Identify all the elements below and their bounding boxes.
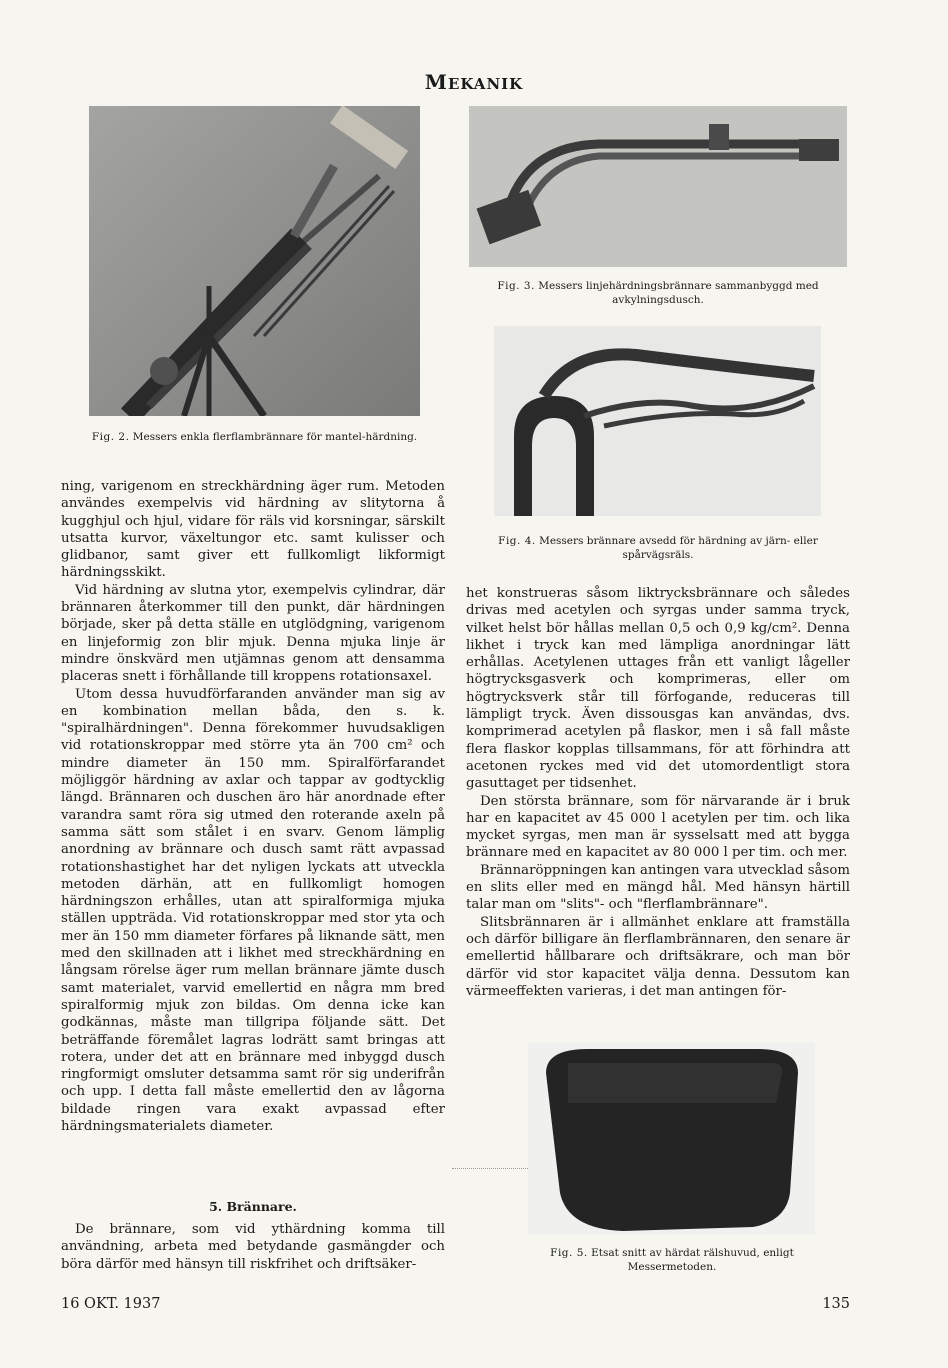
header-rest: EKANIK: [447, 75, 524, 93]
right-paragraph-2: Den största brännare, som för närvarande är i bruk har en kapacitet av 45 000 l acetylen per tim. och lika mycket syrgas, men man är sysselsatt med att bygga brännare med en kapacitet av 80 000 l per tim. och mer.: [466, 793, 850, 861]
header-initial: M: [424, 70, 448, 94]
figure-3-text: Messers linjehärdningsbrännare sammanbyggd med avkylningsdusch.: [538, 280, 819, 306]
figure-3-label: Fig. 3.: [497, 280, 535, 292]
right-paragraph-1: het konstrueras såsom liktrycksbrännare och således drivas med acetylen och syrgas under samma tryck, vilket helst bör hållas mellan 0,5 och 0,9 kg/cm². Denna likhet i tryck kan med lämpliga anordningar lätt erhållas. Acetylenen uttages från ett vanligt lågeller högtrycksgasverk och komprimeras, eller om högtrycksverk står till förfogande, reduceras till lämpligt tryck. Även dissousgas kan användas, dvs. komprimerad acetylen på flaskor, men i så fall måste flera flaskor kopplas tillsammans, för att förhindra att acetonen ryckes med vid det utomordentligt stora gasuttaget per tidsenhet.: [466, 586, 850, 792]
figure-2-text: Messers enkla flerflambrännare för mantel-härdning.: [132, 431, 418, 443]
figure-3-photo: [469, 106, 847, 267]
left-column-bottom: [61, 1221, 445, 1273]
figure-4-label: Fig. 4.: [498, 535, 536, 547]
section-heading-text: 5. Brännare.: [209, 1199, 297, 1214]
right-paragraph-4: Slitsbrännaren är i allmänhet enklare att framställa och därför billigare än flerflambrännaren, den senare är emellertid hållbarare och driftsäkrare, och man bör därför vid stor kapacitet välja denna. Dessutom kan värmeeffekten varieras, i det man antingen för-: [466, 914, 850, 999]
figure-5-photo: [528, 1043, 815, 1235]
rail-burner-illustration: [494, 326, 821, 516]
figure-4-text: Messers brännare avsedd för härdning av järn- eller spårvägsräls.: [539, 535, 818, 561]
figure-3-caption: [462, 279, 854, 307]
line-burner-illustration: [469, 106, 847, 267]
rail-head-section-illustration: [528, 1043, 815, 1235]
left-paragraph-4: De brännare, som vid ythärdning komma till användning, arbeta med betydande gasmängder och böra därför med hänsyn till riskfrihet och driftsäker-: [61, 1222, 445, 1272]
figure-5-label: Fig. 5.: [550, 1247, 588, 1259]
figure-2-caption: [89, 430, 420, 444]
left-paragraph-2: Vid härdning av slutna ytor, exempelvis cylindrar, där brännaren återkommer till den punkt, där härdningen började, sker på detta ställe en utglödgning, varigenom en linjeformig zon blir mjuk. Denna mjuka linje är mindre önskvärd men utjämnas genom att densamma placeras snett i förhållande till kroppens rotationsaxel.: [61, 582, 445, 685]
left-paragraph-1: ning, varigenom en streckhärdning äger rum. Metoden användes exempelvis vid härdning av slitytorna å kugghjul och hjul, vidare för räls vid korsningar, särskilt utsatta kurvor, växeltungor etc. samt kulisser och glidbanor, samt giver ett fullkomligt likformigt härdningsskikt.: [61, 479, 445, 581]
figure-2-label: Fig. 2.: [91, 431, 130, 443]
footer-page-number: 135: [822, 1296, 850, 1312]
figure-2-photo: [89, 106, 420, 416]
figure-5-caption: [518, 1246, 826, 1274]
footer-date: 16 OKT. 1937: [61, 1296, 161, 1312]
right-paragraph-3: Brännaröppningen kan antingen vara utvecklad såsom en slits eller med en mängd hål. Med hänsyn härtill talar man om "slits"- och "flerflambrännare".: [466, 862, 850, 913]
left-column: [61, 478, 445, 1135]
burner-stand-illustration: [89, 106, 420, 416]
page-header: [0, 70, 948, 94]
left-paragraph-3: Utom dessa huvudförfaranden använder man sig av en kombination mellan båda, den s. k. "spiralhärdningen". Denna förekommer huvudsakligen vid rotationskroppar med större yta än 700 cm² och mindre diameter än 150 mm. Spiralförfarandet möjliggör härdning av axlar och tappar av godtycklig längd. Brännaren och duschen äro här anordnade efter varandra samt röra sig utmed den roterande axeln på samma sätt som stålet i en svarv. Genom lämplig anordning av brännare och dusch samt rätt avpassad rotationshastighet har det nyligen lyckats att utveckla metoden därhän, att en fullkomligt homogen härdningszon erhålles, utan att spiralformiga mjuka ställen uppträda. Vid rotationskroppar med stor yta och mer än 150 mm diameter förfares på liknande sätt, men med den skillnaden att i likhet med streckhärdning en långsam rörelse äger rum mellan brännare jämte dusch samt materialet, varvid emellertid en några mm bred spiralformig mjuk zon bildas. Om denna icke kan godkännas, måste man tillgripa följande sätt. Det beträffande föremålet lagras lodrätt samt bringas att rotera, under det att en brännare med inbyggd dusch ringformigt omsluter detsamma samt rör sig underifrån och upp. I detta fall måste emellertid den av lågorna bildade ringen vara exakt avpassad efter härdningsmaterialets diameter.: [61, 686, 445, 1134]
figure-4-photo: [494, 326, 821, 516]
figure-5-text: Etsat snitt av härdat rälshuvud, enligt Messermetoden.: [591, 1247, 794, 1273]
section-heading: [61, 1199, 445, 1214]
right-column: [466, 585, 850, 1000]
figure-4-caption: [488, 534, 828, 562]
